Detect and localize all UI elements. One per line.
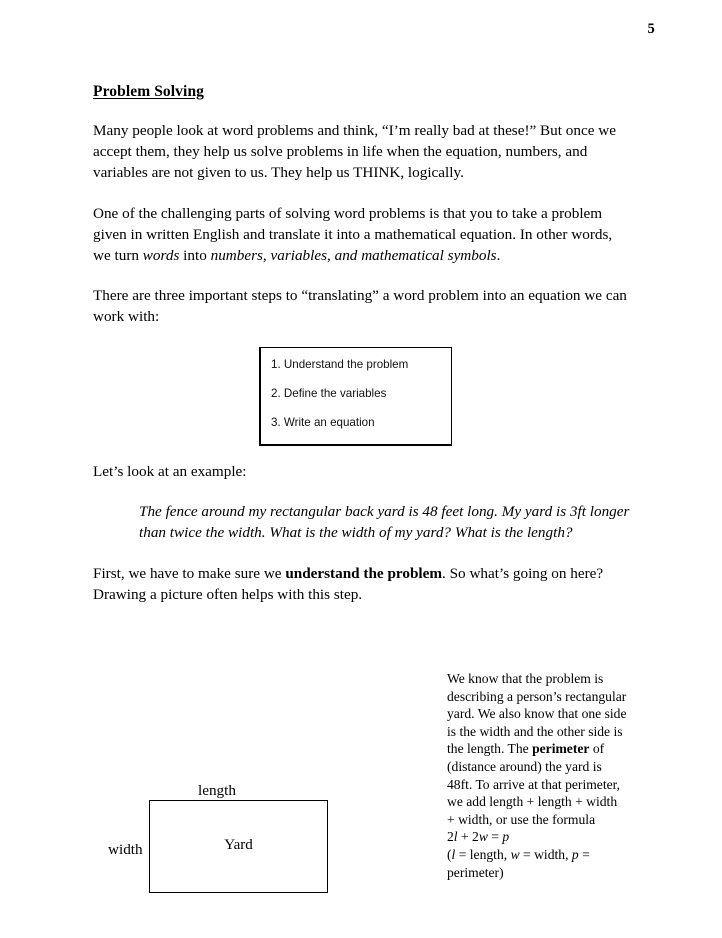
formula-variable-l: l [453,829,458,845]
side-note-text [447,670,627,881]
step-item-3: 3. Write an equation [271,415,375,429]
steps-box-container [93,345,633,447]
example-problem-text: The fence around my rectangular back yard is 48 feet long. My yard is 3ft longer than twice the width. What is the width of my yard? What is the length? [139,502,630,542]
translate-emphasis-words: words [142,247,180,265]
legend-variable-w: w [510,846,520,862]
legend-p-text: = perimeter) [447,846,590,880]
document-content [93,83,633,624]
page-title: Problem Solving [93,83,205,100]
yard-rectangle-label: Yard [224,837,253,853]
diagram-label-length: length [198,782,236,799]
step-item-2: 2. Define the variables [271,386,387,400]
side-note-part1: We know that the problem is describing a person’s rectangular yard. We also know that one side is the width and the other side is the length. The [447,671,627,757]
translate-text-part3: . [496,247,501,265]
steps-box [259,347,452,446]
first-step-part1: First, we have to make sure we [93,564,286,582]
first-step-bold-understand: understand the problem [285,564,443,582]
formula-coefficient-2: 2 [472,829,479,845]
side-note-bold-perimeter: perimeter [532,741,590,757]
paragraph-first-step [93,563,633,605]
legend-open-paren: ( [447,846,452,862]
translate-emphasis-symbols: numbers, variables, and mathematical symbols [210,247,497,265]
paragraph-translate [93,203,633,267]
legend-l-text: = length, [455,846,511,862]
step-item-1: 1. Understand the problem [271,357,409,371]
legend-w-text: = width, [519,846,572,862]
first-step-part2: . So what’s going on here? Drawing a picture often helps with this step. [93,564,604,603]
translate-text-part1: One of the challenging parts of solving word problems is that you to take a problem given in written English and translate it into a mathematical equation. In other words, we turn [93,204,613,265]
yard-rectangle [149,800,328,893]
formula-variable-w: w [478,829,488,845]
formula-coefficient-1: 2 [447,829,454,845]
paragraph-lets-look: Let’s look at an example: [93,462,247,480]
formula-plus: + [457,829,473,845]
legend-variable-p: p [571,846,579,862]
legend-variable-l: l [451,846,456,862]
figure-area [0,660,722,938]
page-number: 5 [647,21,655,37]
paragraph-three-steps-lead: There are three important steps to “translating” a word problem into an equation we can work with: [93,287,627,326]
side-note-part2: of (distance around) the yard is 48ft. To arrive at that perimeter, we add length + length + width + width, or use the formula [447,741,621,827]
translate-text-part2: into [179,247,211,265]
diagram-label-width: width [108,841,143,858]
yard-diagram [108,720,348,858]
formula-variable-p: p [502,829,510,845]
perimeter-formula [447,829,509,844]
formula-equals: = [487,829,503,845]
paragraph-intro: Many people look at word problems and think, “I’m really bad at these!” But once we accept them, they help us solve problems in life when the equation, numbers, and variables are not given to us. They help us THINK, logically. [93,122,616,182]
